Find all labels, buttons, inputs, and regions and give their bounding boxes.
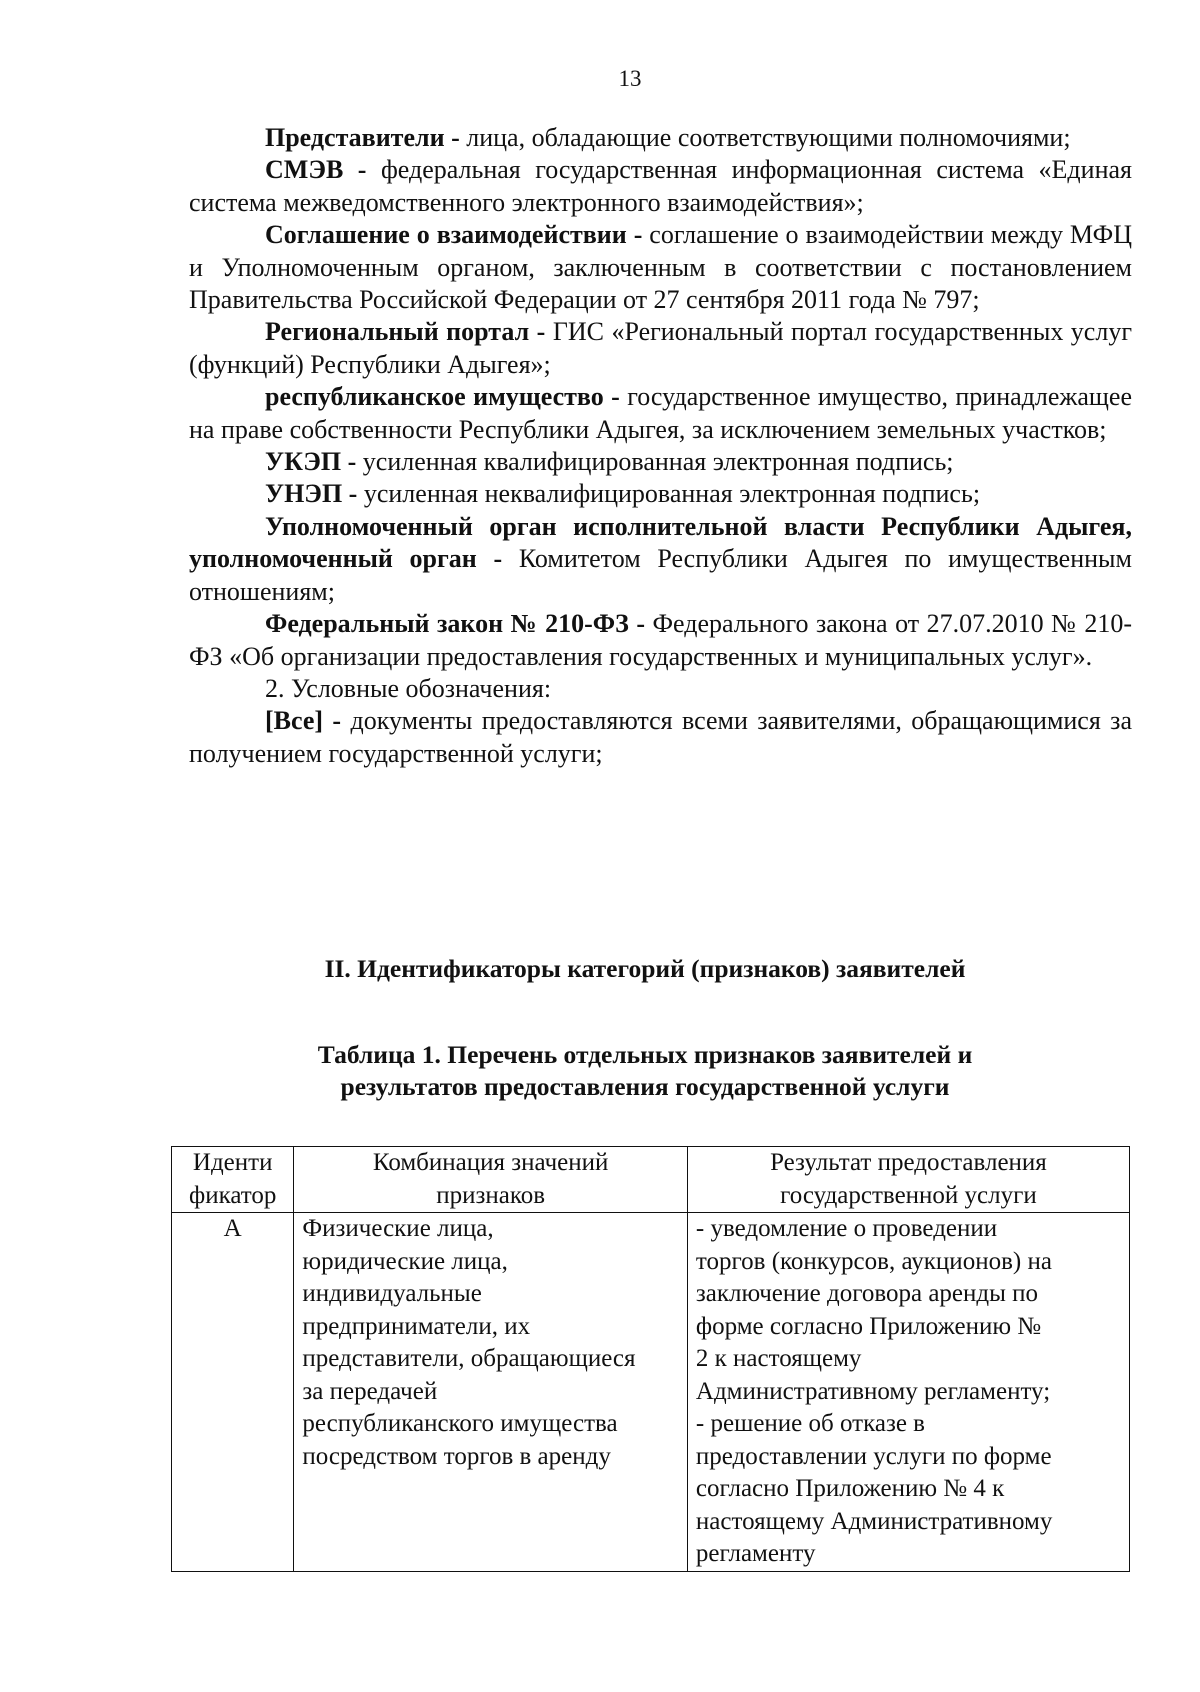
applicant-categories-table: [171, 1146, 1130, 1572]
result-line: заключение договора аренды по: [695, 1280, 1039, 1307]
combination-line: за передачей: [302, 1377, 438, 1405]
definition-separator: -: [341, 447, 363, 477]
definition-text: усиленная квалифицированная электронная подпись;: [362, 447, 954, 477]
combination-line: Физические лица,: [302, 1215, 494, 1242]
result-line: согласно Приложению № 4 к: [695, 1475, 1005, 1502]
definition-text: государственное имущество, принадлежащее на праве собственности Республики Адыгея, за исключением земельных участков;: [189, 382, 1133, 444]
result-line: торгов (конкурсов, аукционов) на: [695, 1247, 1052, 1275]
table-header-line: признаков: [436, 1181, 546, 1209]
definition-paragraph: [189, 122, 1132, 154]
result-line: предоставлении услуги по форме: [695, 1442, 1052, 1470]
table-caption-line: Таблица 1. Перечень отдельных признаков заявителей и: [317, 1040, 973, 1069]
combination-line: представители, обращающиеся: [302, 1345, 636, 1372]
definition-separator: -: [342, 479, 364, 509]
section-title: II. Идентификаторы категорий (признаков) заявителей: [324, 954, 966, 983]
definition-text: Федерального закона от 27.07.2010 № 210-ФЗ «Об организации предоставления государственных и муниципальных услуг».: [189, 609, 1132, 671]
convention-term: [Все]: [265, 706, 324, 736]
definition-paragraph: [189, 316, 1132, 381]
combination-line: предприниматели, их: [302, 1312, 531, 1340]
definition-text: лица, обладающие соответствующими полномочиями;: [466, 123, 1071, 152]
definition-separator: -: [603, 382, 628, 412]
table-caption-line: результатов предоставления государственной услуги: [340, 1072, 950, 1101]
definition-term: СМЭВ: [265, 155, 344, 185]
table-row: [172, 1213, 1130, 1572]
convention-separator: -: [323, 706, 351, 736]
definition-separator: -: [626, 220, 650, 250]
definition-separator: -: [444, 123, 467, 152]
definition-term: Федеральный закон № 210-ФЗ: [265, 609, 629, 639]
definitions-block: [189, 122, 1132, 770]
definition-term: Представители: [265, 123, 445, 152]
definition-separator: -: [476, 544, 519, 574]
definition-paragraph: [189, 511, 1132, 608]
result-cell: [687, 1213, 1129, 1572]
definition-paragraph: [189, 154, 1132, 219]
result-line: Административному регламенту;: [695, 1377, 1051, 1405]
result-line: - решение об отказе в: [695, 1410, 925, 1437]
definition-separator: -: [529, 317, 553, 347]
definition-term: Уполномоченный орган исполнительной власти Республики Адыгея, уполномоченный орган: [189, 511, 1132, 574]
table-header-line: Комбинация значений: [372, 1149, 609, 1176]
table-header-row: [172, 1147, 1130, 1213]
definition-term: УКЭП: [265, 447, 342, 477]
definition-term: Региональный портал: [265, 317, 530, 347]
page-number: 13: [618, 66, 642, 91]
table-header-line: государственной услуги: [780, 1181, 1037, 1209]
identifier-cell: А: [172, 1213, 294, 1572]
table-header-cell: [172, 1147, 294, 1213]
combination-line: республиканского имущества: [302, 1410, 618, 1437]
result-line: - уведомление о проведении: [695, 1215, 998, 1242]
table-header-line: Иденти: [192, 1149, 273, 1176]
definition-paragraph: [189, 478, 1132, 510]
definition-text: федеральная государственная информационная система «Единая система межведомственного электронного взаимодействия»;: [189, 155, 1132, 217]
definition-paragraph: [189, 446, 1132, 478]
result-line: регламенту: [695, 1540, 816, 1567]
definition-separator: -: [343, 155, 381, 185]
table-caption: [0, 1039, 1200, 1103]
definition-text: усиленная неквалифицированная электронная подпись;: [363, 479, 981, 509]
definition-paragraph: [189, 219, 1132, 316]
result-line: форме согласно Приложению №: [695, 1312, 1042, 1340]
result-line: настоящему Административному: [695, 1507, 1053, 1535]
combination-cell: [294, 1213, 688, 1572]
definition-text: Комитетом Республики Адыгея по имущественным отношениям;: [189, 544, 1132, 606]
table-header-line: Результат предоставления: [770, 1149, 1047, 1176]
combination-line: посредством торгов в аренду: [302, 1442, 611, 1470]
definition-paragraph: [189, 608, 1132, 673]
table-header-cell: [294, 1147, 688, 1213]
definition-term: Соглашение о взаимодействии: [265, 220, 627, 250]
convention-paragraph: [189, 705, 1132, 770]
definition-text: ГИС «Региональный портал государственных услуг (функций) Республики Адыгея»;: [189, 317, 1132, 379]
definition-paragraph: [189, 381, 1132, 446]
definition-separator: -: [628, 609, 653, 639]
table-header-cell: [687, 1147, 1129, 1213]
table-header-line: фикатор: [189, 1181, 277, 1209]
result-line: 2 к настоящему: [695, 1345, 862, 1372]
combination-line: юридические лица,: [302, 1247, 508, 1275]
definition-term: УНЭП: [265, 479, 343, 509]
conventions-heading: 2. Условные обозначения:: [265, 673, 552, 703]
combination-line: индивидуальные: [302, 1280, 482, 1307]
definition-term: республиканское имущество: [265, 382, 604, 412]
definition-text: соглашение о взаимодействии между МФЦ и Уполномоченным органом, заключенным в соответствии с постановлением Правительства Российской Федерации от 27 сентября 2011 года № 797;: [189, 220, 1132, 315]
convention-text: документы предоставляются всеми заявителями, обращающимися за получением государственной услуги;: [189, 706, 1132, 768]
